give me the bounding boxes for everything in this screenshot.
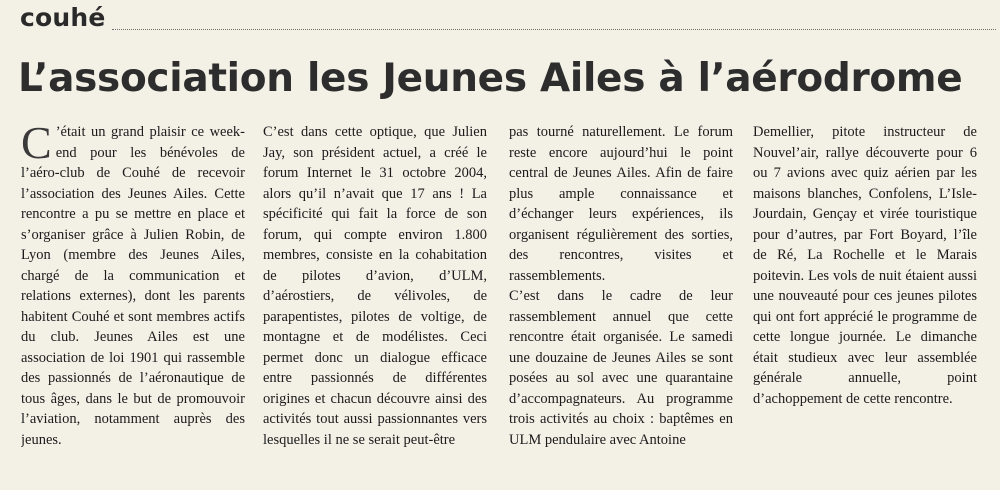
drop-cap: C <box>21 122 52 168</box>
paragraph: Demellier, pitote instructeur de Nouvel’air, rallye découverte pour 6 ou 7 avions avec quiz aérien par les maisons blanches, Confolens, L’Isle-Jourdain, Gençay et virée touristique pour d’autres, par Fort Boyard, l’île de Ré, La Rochelle et le Marais poitevin. Les vols de nuit étaient aussi une nouveauté pour ces jeunes pilotes qui ont fort apprécié le programme de cette longue journée. Le dimanche était studieux avec leur assemblée générale annuelle, point d’achoppement de cette rencontre. <box>753 124 977 407</box>
column-2 <box>263 122 487 470</box>
paragraph-text: ’était un grand plaisir ce week-end pour les bénévoles de l’aéro-club de Couhé de recevoir l’association des Jeunes Ailes. Cette rencontre a pu se mettre en place et s’organiser grâce à Julien Robin, de Lyon (membre des Jeunes Ailes, chargé de la communication et relations externes), dont les parents habitent Couhé et sont membres actifs du club. Jeunes Ailes est une association de loi 1901 qui rassemble des passionnés de l’aéronautique de tous âges, dans le but de promouvoir l’aviation, notamment auprès des jeunes. <box>21 124 245 448</box>
column-4 <box>753 122 977 470</box>
article-body <box>0 122 1000 490</box>
column-3 <box>509 122 733 470</box>
column-1 <box>21 122 245 470</box>
section-label: couhé <box>20 3 106 32</box>
article-headline: L’association les Jeunes Ailes à l’aérodrome <box>18 56 963 101</box>
paragraph: C’est dans le cadre de leur rassemblement annuel que cette rencontre était organisée. Le samedi une douzaine de Jeunes Ailes se sont posées au sol avec une quarantaine d’accompagnateurs. Au programme trois activités au choix : baptêmes en ULM pendulaire avec Antoine <box>509 288 733 448</box>
paragraph <box>21 122 245 450</box>
section-divider <box>112 29 996 30</box>
paragraph: pas tourné naturellement. Le forum reste encore aujourd’hui le point central de Jeunes Ailes. Afin de faire plus ample connaissance et d’échanger leurs expériences, ils organisent régulièrement des sorties, des rencontres, visites et rassemblements. <box>509 124 733 284</box>
paragraph: C’est dans cette optique, que Julien Jay, son président actuel, a créé le forum Internet le 31 octobre 2004, alors qu’il n’avait que 17 ans ! La spécificité qui fait la force de son forum, qui compte environ 1.800 membres, consiste en la cohabitation de pilotes d’avion, d’ULM, d’aérostiers, de vélivoles, de parapentistes, pilotes de voltige, de montagne et de modélistes. Ceci permet donc un dialogue efficace entre passionnés de différentes origines et chacun découvre ainsi des activités tout aussi passionnantes vers lesquelles il ne se serait peut-être <box>263 124 487 448</box>
